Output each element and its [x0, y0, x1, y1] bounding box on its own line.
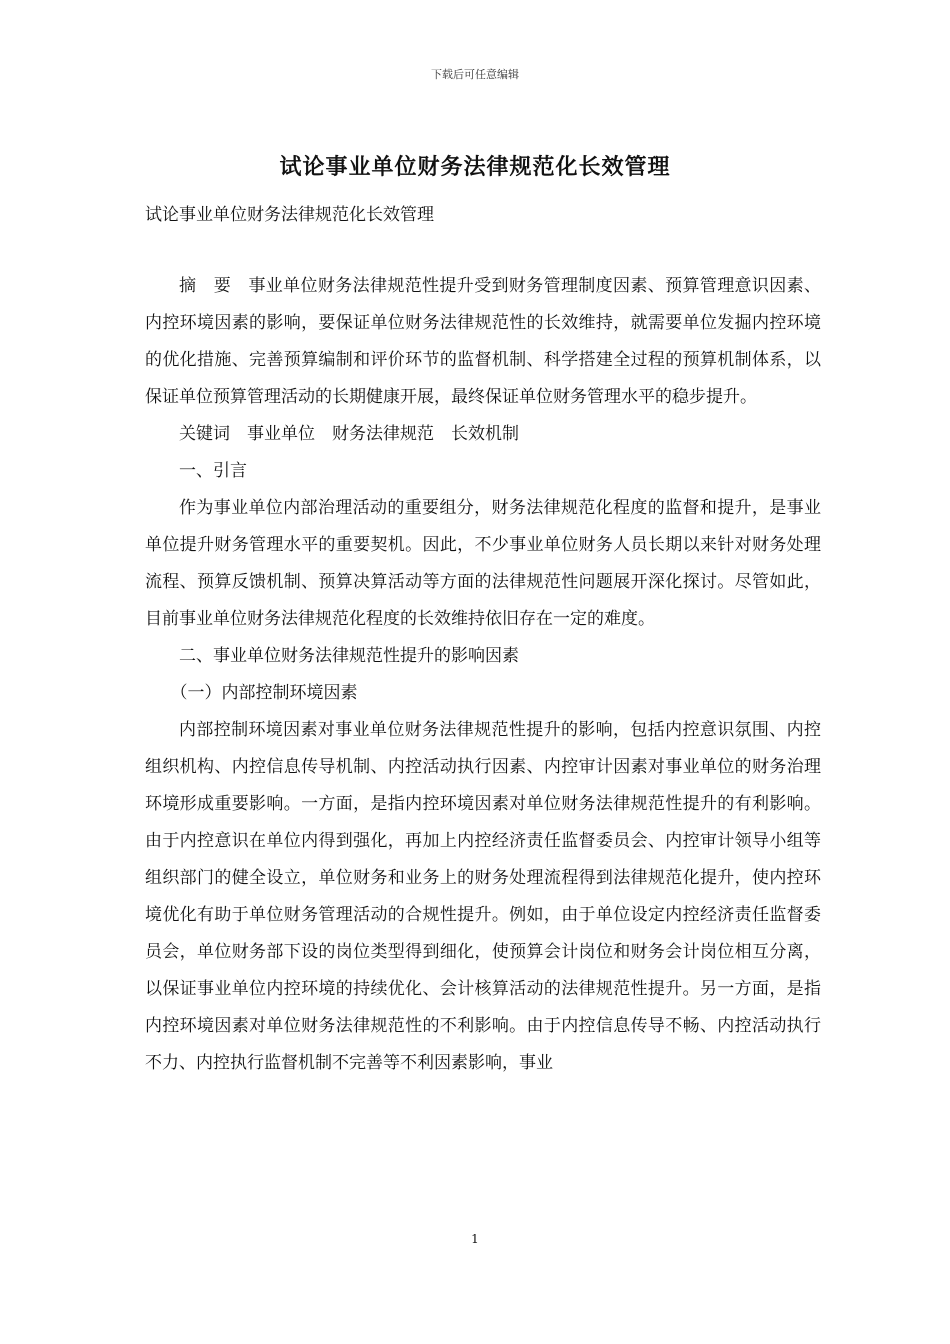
page-number: 1: [471, 1232, 479, 1246]
intro-paragraph: 作为事业单位内部治理活动的重要组分，财务法律规范化程度的监督和提升，是事业单位提升财务管理水平的重要契机。因此，不少事业单位财务人员长期以来针对财务处理流程、预算反馈机制、预算决算活动等方面的法律规范性问题展开深化探讨。尽管如此，目前事业单位财务法律规范化程度的长效维持依旧存在一定的难度。: [145, 498, 821, 629]
keywords-paragraph: 关键词 事业单位 财务法律规范 长效机制: [179, 424, 519, 444]
subsection-heading-1: （一）内部控制环境因素: [170, 683, 358, 703]
document-subtitle: 试论事业单位财务法律规范化长效管理: [145, 205, 434, 225]
document-body: [145, 268, 821, 1082]
internal-control-paragraph: 内部控制环境因素对事业单位财务法律规范性提升的影响，包括内控意识氛围、内控组织机构、内控信息传导机制、内控活动执行因素、内控审计因素对事业单位的财务治理环境形成重要影响。一方面，是指内控环境因素对单位财务法律规范性提升的有利影响。由于内控意识在单位内得到强化，再加上内控经济责任监督委员会、内控审计领导小组等组织部门的健全设立，单位财务和业务上的财务处理流程得到法律规范化提升，使内控环境优化有助于单位财务管理活动的合规性提升。例如，由于单位设定内控经济责任监督委员会，单位财务部下设的岗位类型得到细化，使预算会计岗位和财务会计岗位相互分离，以保证事业单位内控环境的持续优化、会计核算活动的法律规范性提升。另一方面，是指内控环境因素对单位财务法律规范性的不利影响。由于内控信息传导不畅、内控活动执行不力、内控执行监督机制不完善等不利因素影响，事业: [145, 720, 821, 1073]
document-title: 试论事业单位财务法律规范化长效管理: [279, 154, 671, 180]
section-heading-1: 一、引言: [179, 461, 247, 481]
page-header: 下载后可任意编辑: [431, 68, 519, 81]
section-heading-2: 二、事业单位财务法律规范性提升的影响因素: [179, 646, 519, 666]
abstract-paragraph: 摘 要 事业单位财务法律规范性提升受到财务管理制度因素、预算管理意识因素、内控环境因素的影响，要保证单位财务法律规范性的长效维持，就需要单位发掘内控环境的优化措施、完善预算编制和评价环节的监督机制、科学搭建全过程的预算机制体系，以保证单位预算管理活动的长期健康开展，最终保证单位财务管理水平的稳步提升。: [145, 276, 821, 407]
